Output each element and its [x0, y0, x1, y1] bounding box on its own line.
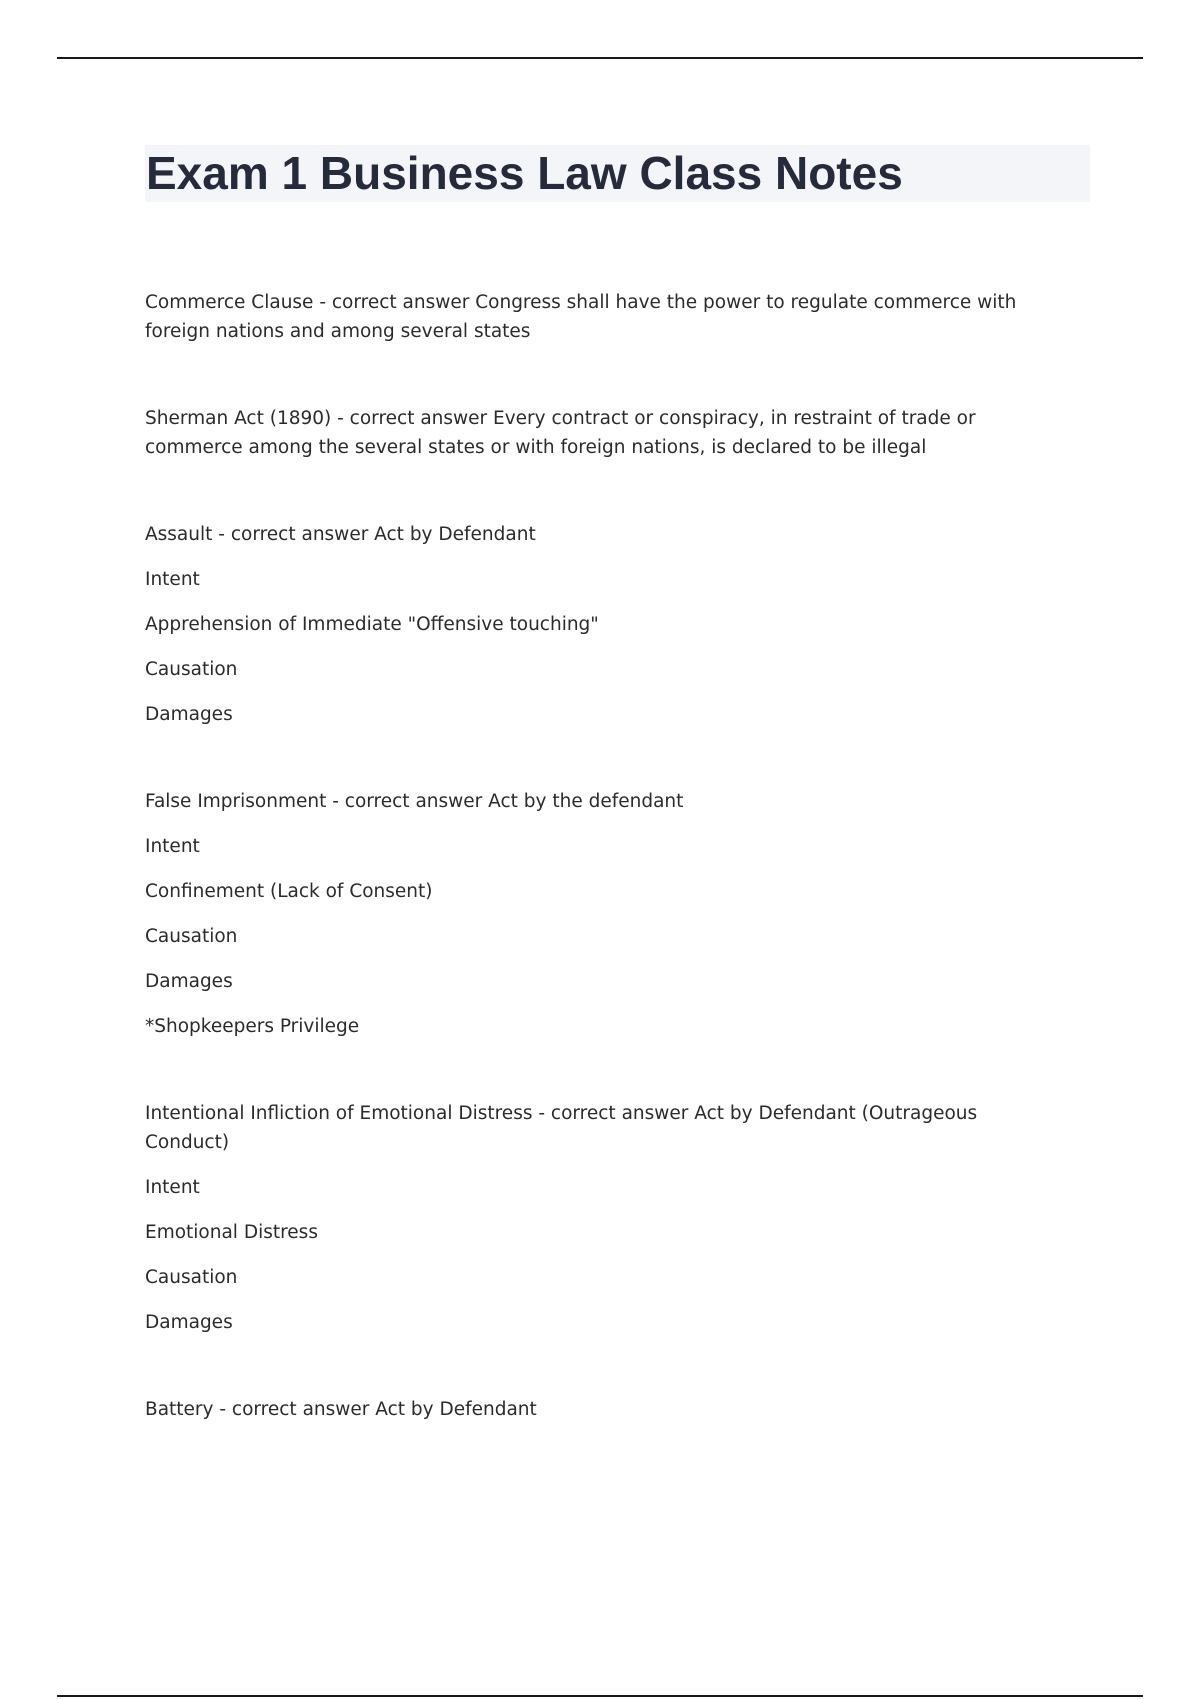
notes-body: [145, 288, 1065, 1424]
note-heading: Assault - correct answer Act by Defendant: [145, 524, 536, 545]
note-line: Damages: [145, 704, 233, 725]
note-line: Damages: [145, 1312, 233, 1333]
note-entry-battery: [145, 1395, 1065, 1424]
note-heading: Commerce Clause - correct answer Congress shall have the power to regulate commerce with foreign nations and among several states: [145, 292, 1017, 342]
note-entry-commerce-clause: [145, 288, 1065, 346]
top-rule: [57, 57, 1143, 59]
note-heading: Intentional Infliction of Emotional Distress - correct answer Act by Defendant (Outrageous Conduct): [145, 1103, 978, 1153]
note-line: Causation: [145, 1267, 238, 1288]
note-entry-sherman-act: [145, 404, 1065, 462]
note-heading: Sherman Act (1890) - correct answer Every contract or conspiracy, in restraint of trade or commerce among the several states or with foreign nations, is declared to be illegal: [145, 408, 976, 458]
note-line: Intent: [145, 569, 200, 590]
note-entry-iied: [145, 1099, 1065, 1337]
note-line: Intent: [145, 836, 200, 857]
note-line: Emotional Distress: [145, 1222, 318, 1243]
note-heading: False Imprisonment - correct answer Act by the defendant: [145, 791, 684, 812]
note-line: Confinement (Lack of Consent): [145, 881, 433, 902]
note-entry-false-imprisonment: [145, 787, 1065, 1041]
note-line: Causation: [145, 659, 238, 680]
note-heading: Battery - correct answer Act by Defendant: [145, 1399, 537, 1420]
note-line: Damages: [145, 971, 233, 992]
note-line: Causation: [145, 926, 238, 947]
page-title: Exam 1 Business Law Class Notes: [146, 147, 903, 199]
bottom-rule: [57, 1695, 1143, 1697]
note-line: *Shopkeepers Privilege: [145, 1016, 360, 1037]
note-entry-assault: [145, 520, 1065, 729]
note-line: Apprehension of Immediate "Offensive touching": [145, 614, 599, 635]
note-line: Intent: [145, 1177, 200, 1198]
